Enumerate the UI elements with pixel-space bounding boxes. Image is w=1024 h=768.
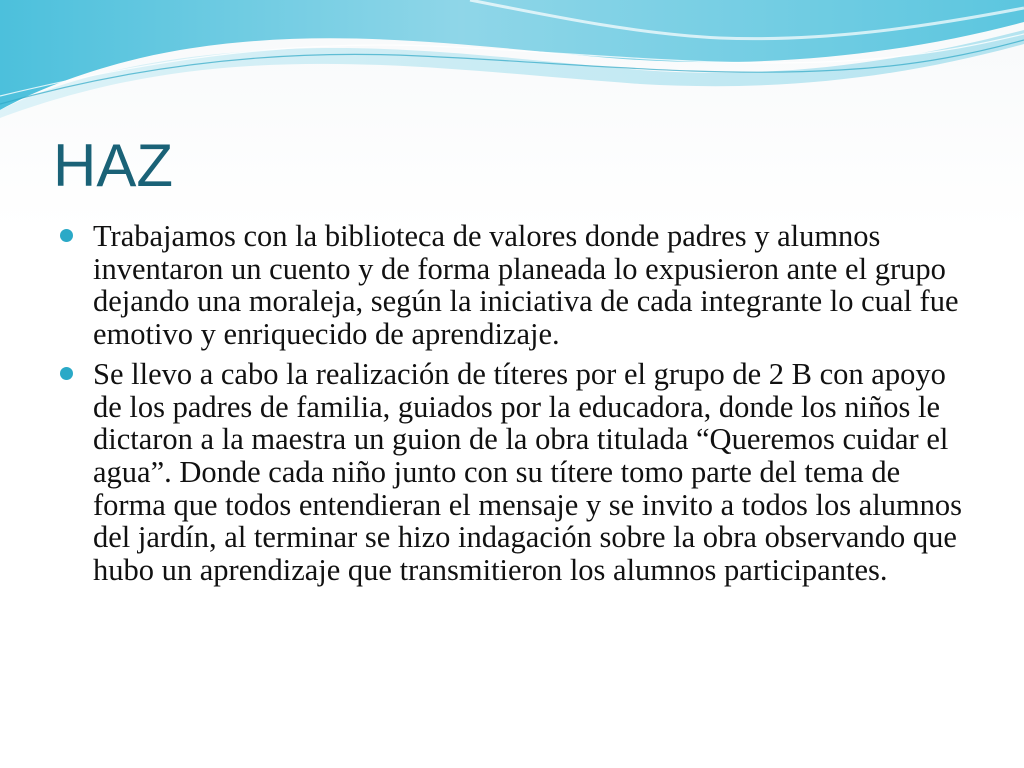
bullet-icon xyxy=(60,229,73,242)
bullet-item xyxy=(60,358,980,587)
bullet-text: Trabajamos con la biblioteca de valores donde padres y alumnos inventaron un cuento y de forma planeada lo expusieron ante el grupo dejando una moraleja, según la iniciativa de cada integrante lo cual fue emotivo y enriquecido de aprendizaje. xyxy=(93,219,959,352)
bullet-icon xyxy=(60,367,73,380)
bullet-list xyxy=(60,220,980,594)
bullet-text: Se llevo a cabo la realización de títeres por el grupo de 2 B con apoyo de los padres de familia, guiados por la educadora, donde los niños le dictaron a la maestra un guion de la obra titulada “Queremos cuidar el agua”. Donde cada niño junto con su títere tomo parte del tema de forma que todos entendieran el mensaje y se invito a todos los alumnos del jardín, al terminar se hizo indagación sobre la obra observando que hubo un aprendizaje que transmitieron los alumnos participantes. xyxy=(93,356,963,588)
bullet-item xyxy=(60,220,980,351)
decorative-wave xyxy=(0,0,1024,120)
slide-title: HAZ xyxy=(53,132,173,199)
